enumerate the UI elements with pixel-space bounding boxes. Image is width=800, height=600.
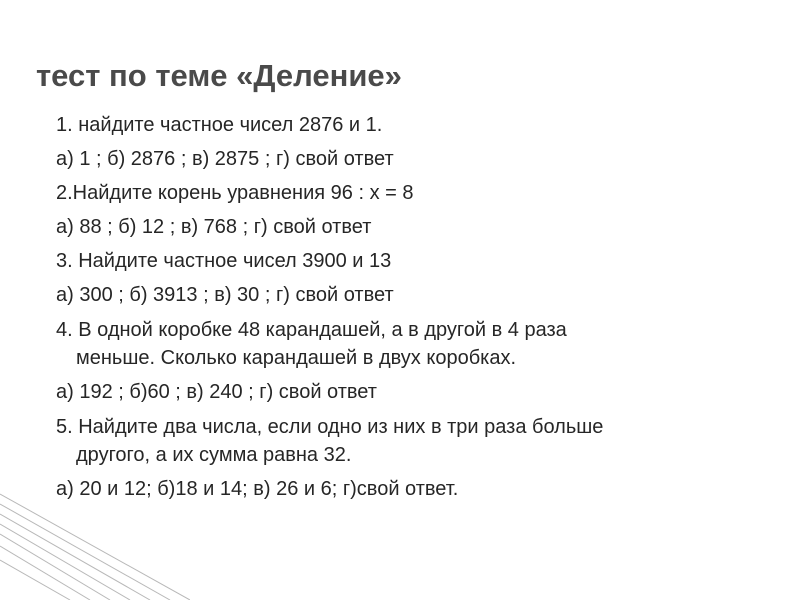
answers-4: а) 192 ; б)60 ; в) 240 ; г) свой ответ bbox=[56, 381, 377, 403]
answers-2: а) 88 ; б) 12 ; в) 768 ; г) свой ответ bbox=[56, 216, 372, 238]
question-4-line-1: 4. В одной коробке 48 карандашей, а в другой в 4 раза bbox=[56, 319, 567, 341]
question-5-line-1: 5. Найдите два числа, если одно из них в три раза больше bbox=[56, 416, 604, 438]
question-4 bbox=[56, 316, 756, 372]
answers-1: а) 1 ; б) 2876 ; в) 2875 ; г) свой ответ bbox=[56, 148, 394, 170]
answers-5: а) 20 и 12; б)18 и 14; в) 26 и 6; г)свой ответ. bbox=[56, 478, 459, 500]
decorative-corner-lines bbox=[0, 490, 190, 600]
question-5 bbox=[56, 413, 756, 469]
test-questions bbox=[56, 112, 756, 510]
question-4-line-2: меньше. Сколько карандашей в двух коробках. bbox=[76, 347, 517, 369]
question-1: 1. найдите частное чисел 2876 и 1. bbox=[56, 114, 383, 136]
question-5-line-2: другого, а их сумма равна 32. bbox=[76, 444, 352, 466]
question-3: 3. Найдите частное чисел 3900 и 13 bbox=[56, 250, 392, 272]
answers-3: а) 300 ; б) 3913 ; в) 30 ; г) свой ответ bbox=[56, 284, 394, 306]
question-2: 2.Найдите корень уравнения 96 : х = 8 bbox=[56, 182, 414, 204]
slide-title: тест по теме «Деление» bbox=[36, 58, 402, 93]
